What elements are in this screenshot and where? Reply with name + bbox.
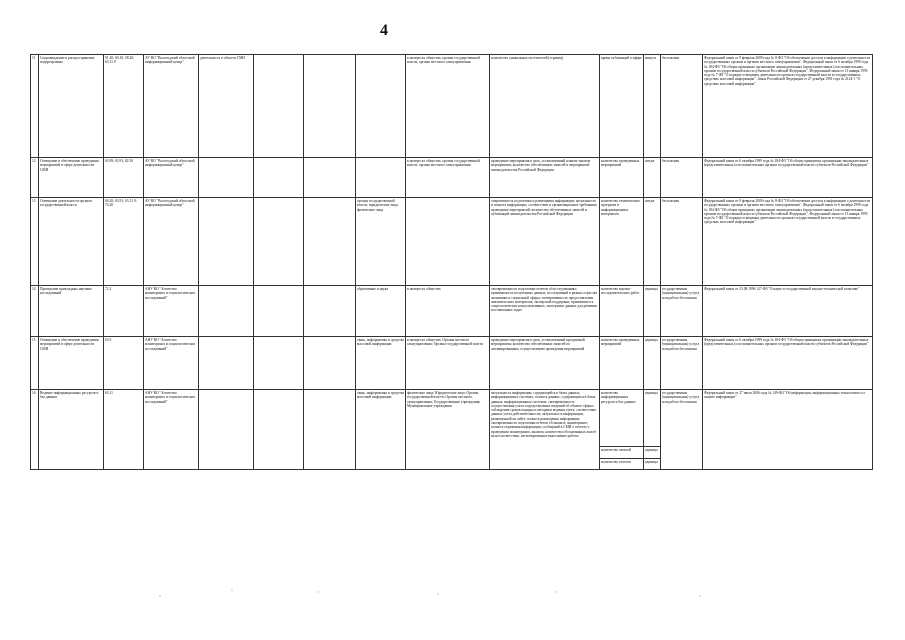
cell: [254, 158, 304, 198]
cell: [254, 286, 304, 337]
okved-codes: 63.99; 63.91; 82.30: [104, 158, 144, 198]
payment-type: государственная (муниципальная) услуга или работа бесплатная: [661, 390, 703, 470]
consumers: [406, 198, 490, 286]
institution: АУ ВО "Вологодский областной информационный центр": [144, 55, 199, 158]
row-number: 11: [31, 55, 39, 158]
row-number: 15: [31, 337, 39, 390]
service-name: Освещение деятельности органов государственной власти: [39, 198, 104, 286]
table-row: [31, 337, 873, 390]
activity-sphere: [199, 198, 254, 286]
unit-of-measure: единица: [644, 390, 661, 447]
consumers: физические лица; Юридические лица; Органы государственной власти; Органы местного самоуправления; Государственные учреждения; Муниципальные учреждения: [406, 390, 490, 470]
institution: АНУ ВО "Агентство мониторинга и социологических исследований": [144, 286, 199, 337]
legal-basis: Федеральный закон от 9 февраля 2009 года № 8-ФЗ "Об обеспечении доступа к информации о деятельности государственных органов и органов местного самоуправления", Федеральный закон от 6 октября 1999 года № 184-ФЗ "Об общих принципах организации законодательных (представительных) и исполнительных органов государственной власти субъектов Российской Федерации", Федеральный закон от 13 января 1995 года № 7-ФЗ "О порядке освещения деятельности органов государственной власти в государственных средствах массовой информации", Закон Российской Федерации от 27 декабря 1991 года № 2124-1 "О средствах массовой информации": [703, 55, 873, 158]
volume-indicator: количество проведенных мероприятий: [600, 337, 644, 390]
consumers: в интересах общества; Органы местного самоуправления; Органы государственной власти: [406, 337, 490, 390]
cell: [356, 158, 406, 198]
service-name: Освещение и обеспечение проведения мероприятий в сфере деятельности СМИ: [39, 158, 104, 198]
service-name: Проведение прикладных научных исследований: [39, 286, 104, 337]
unit-of-measure: единица: [644, 337, 661, 390]
legal-basis: Федеральный закон от 6 октября 1999 года № 184-ФЗ "Об общих принципах организации законодательных (представительных) и исполнительных органов государственной власти субъектов Российской Федерации": [703, 158, 873, 198]
quality-indicators: количество уникальных посетителей (страниц): [490, 55, 600, 158]
scan-speck: [437, 593, 438, 594]
cell: [254, 337, 304, 390]
cell: связь, информатика и средства массовой информации: [356, 337, 406, 390]
unit-of-measure: минута: [644, 55, 661, 158]
okved-codes: 72.2: [104, 286, 144, 337]
cell: [254, 198, 304, 286]
payment-type: государственная (муниципальная) услуга или работа бесплатная: [661, 337, 703, 390]
volume-indicator: количество отчетов: [600, 459, 644, 470]
unit-of-measure: штука: [644, 158, 661, 198]
cell: [356, 55, 406, 158]
activity-sphere: деятельность в области СМИ: [199, 55, 254, 158]
institution: АНУ ВО "Агентство мониторинга и социологических исследований": [144, 390, 199, 470]
legal-basis: Федеральный закон от 6 октября 1999 года № 184-ФЗ "Об общих принципах организации законодательных (представительных) и исполнительных органов государственной власти субъектов Российской Федерации": [703, 337, 873, 390]
table-row: [31, 286, 873, 337]
table-row: [31, 55, 873, 158]
volume-indicator: количество записей: [600, 447, 644, 459]
table-row: [31, 158, 873, 198]
unit-of-measure: единица: [644, 459, 661, 470]
payment-type: бесплатная: [661, 198, 703, 286]
okved-codes: 60.20; 63.91; 63.11.9; 74.20: [104, 198, 144, 286]
institution: АУ ВО "Вологодский областной информационный центр": [144, 198, 199, 286]
row-number: 12: [31, 158, 39, 198]
row-number: 16: [31, 390, 39, 470]
volume-indicator: количество информационных ресурсов и баз данных: [600, 390, 644, 447]
table-row: [31, 198, 873, 286]
okved-codes: 63.11: [104, 390, 144, 470]
volume-indicator: количество проведенных мероприятий: [600, 158, 644, 198]
institution: АНУ ВО "Агентство мониторинга и социологических исследований": [144, 337, 199, 390]
unit-of-measure: единица: [644, 286, 661, 337]
scan-speck: [231, 589, 232, 590]
volume-indicator: время публикаций в эфире: [600, 55, 644, 158]
cell: [304, 286, 356, 337]
cell: [304, 158, 356, 198]
legal-basis: Федеральный закон от 9 февраля 2009 года № 8-ФЗ "Об обеспечении доступа к информации о деятельности государственных органов и органов местного самоуправления", Федеральный закон от 6 октября 1999 года № 184-ФЗ "Об общих принципах организации законодательных (представительных) и исполнительных органов государственной власти субъектов Российской Федерации", Федеральный закон от 13 января 1995 года № 7-ФЗ "О порядке освещения деятельности органов государственной власти в государственных средствах массовой информации": [703, 198, 873, 286]
activity-sphere: [199, 390, 254, 470]
table-row: [31, 390, 873, 447]
quality-indicators: оперативность подготовки и размещения информации; актуальность и полнота информации, соответствие и организационное требование, проведение мероприятий; количество обеспеченных записей и публикаций законодательства Российской Федерации: [490, 198, 600, 286]
payment-type: государственная (муниципальная) услуга или работа бесплатная: [661, 286, 703, 337]
row-number: 13: [31, 198, 39, 286]
page-number: 4: [380, 22, 388, 39]
payment-type: бесплатная: [661, 55, 703, 158]
quality-indicators: актуальность информации, содержащейся в базах данных, информационных системах; полнота данных, содержащихся в базах данных, информационных системах; своевременность осуществления учета и представления сведений об объекте сферы; соблюдение сроков порядка и методики ведения учета; соответствие данных учета действительности; актуальность информации, размещенной на сайте; полнота размещения информации; своевременность подготовки отчетов об анализе, мониторинге; полнота отражения информации, сообщений в СМИ о отчетах о проведении мониторинга, анализа; количество обоснованных жалоб на несоответствие, несвоевременное выполнение работы: [490, 390, 600, 470]
legal-basis: Федеральный закон от 23.08.1996 127-ФЗ "О науке и государственной научно-технической политике": [703, 286, 873, 337]
consumers: в интересах общества: [406, 286, 490, 337]
okved-codes: 63.9: [104, 337, 144, 390]
quality-indicators: своевременность подготовки отчетов об исследованиях; применимость полученных данных, исследований в разных отраслях экономики и социальной сферы; своевременность предоставления аналитических материалов, экспертной поддержки; применимость социологических консультативных, экспертных данных для решения поставленных задач: [490, 286, 600, 337]
activity-sphere: [199, 286, 254, 337]
cell: [254, 55, 304, 158]
quality-indicators: проведение мероприятия в срок, установленный программой мероприятия; количество обеспеченных записей по запланированным, осуществлению проведения мероприятий: [490, 337, 600, 390]
activity-sphere: [199, 158, 254, 198]
registry-table: [30, 54, 873, 470]
row-number: 14: [31, 286, 39, 337]
unit-of-measure: единица: [644, 447, 661, 459]
cell: образование и наука: [356, 286, 406, 337]
cell: [304, 390, 356, 470]
cell: [254, 390, 304, 470]
legal-basis: Федеральный закон от 27 июля 2006 года № 149-ФЗ "Об информации, информационных технологиях и о защите информации": [703, 390, 873, 470]
unit-of-measure: штука: [644, 198, 661, 286]
scan-speck: [699, 595, 700, 596]
cell: связь, информатика и средства массовой информации: [356, 390, 406, 470]
cell: [304, 198, 356, 286]
cell: [304, 337, 356, 390]
consumers: в интересах общества, органы государственной власти, органы местного самоуправления: [406, 158, 490, 198]
scan-speck: [159, 595, 161, 597]
quality-indicators: проведение мероприятия в срок, установленный планом-заказом мероприятия; количество обеспеченных записей и мероприятий законодательства Российской Федерации: [490, 158, 600, 198]
scan-speck: [555, 591, 556, 592]
service-name: Освещение и обеспечение проведения мероприятий в сфере деятельности СМИ: [39, 337, 104, 390]
cell: [304, 55, 356, 158]
institution: АУ ВО "Вологодский областной информационный центр": [144, 158, 199, 198]
service-name: Ведение информационных ресурсов и баз данных: [39, 390, 104, 470]
activity-sphere: [199, 337, 254, 390]
consumers: в интересах общества, органы государственной власти, органы местного самоуправления: [406, 55, 490, 158]
cell: органы государственной власти, юридические лица, физические лица: [356, 198, 406, 286]
volume-indicator: количество тематических программ и информационных материалов: [600, 198, 644, 286]
volume-indicator: количество научно-исследовательских работ: [600, 286, 644, 337]
service-name: Сопровождение и распространение подпрограммы: [39, 55, 104, 158]
okved-codes: 91.20; 60.10; 58.20; 63.11.9: [104, 55, 144, 158]
payment-type: бесплатная: [661, 158, 703, 198]
scan-speck: [317, 591, 318, 592]
